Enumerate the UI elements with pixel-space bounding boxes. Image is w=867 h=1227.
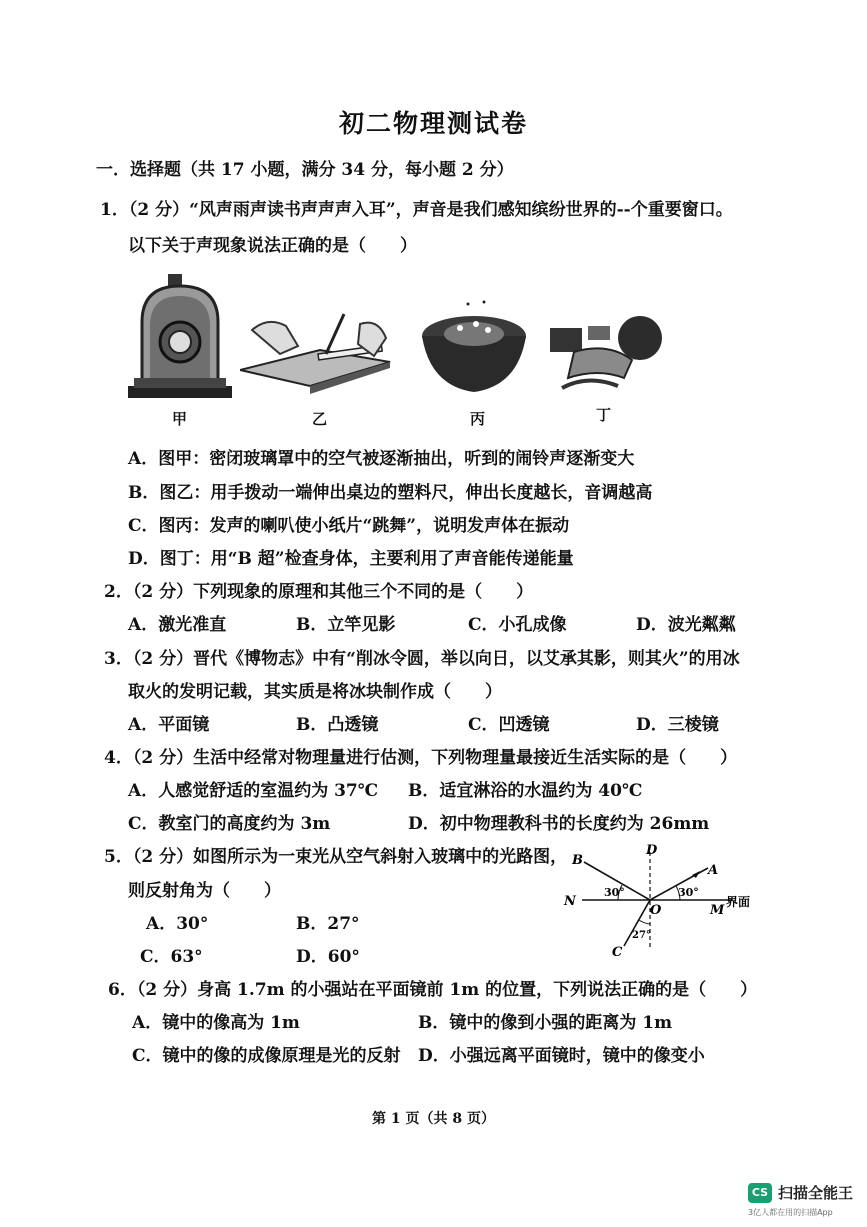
q2-option-a: A．激光准直 <box>128 615 227 635</box>
angle-right: 30° <box>678 886 699 899</box>
q3-option-d: D．三棱镜 <box>636 715 719 735</box>
q3-option-b: B．凸透镜 <box>296 715 379 735</box>
q2-option-d: D．波光粼粼 <box>636 615 736 635</box>
q1-option-c: C．图丙：发声的喇叭使小纸片“跳舞”，说明发声体在振动 <box>128 516 570 536</box>
q1-option-d: D．图丁：用“B 超”检查身体，主要利用了声音能传递能量 <box>128 549 574 569</box>
question-3-line2: 取火的发明记载，其实质是将冰块制作成（ ） <box>128 682 502 702</box>
label-a: A <box>708 863 719 878</box>
section-heading: 一．选择题（共 17 小题，满分 34 分，每小题 2 分） <box>96 160 514 180</box>
label-b: B <box>572 853 583 868</box>
q5-option-d: D．60° <box>296 947 360 967</box>
question-1-line1: 1．（2 分）“风声雨声读书声声声入耳”，声音是我们感知缤纷世界的--个重要窗口。 <box>100 200 733 220</box>
q6-option-b: B．镜中的像到小强的距离为 1m <box>418 1013 673 1033</box>
label-m: M <box>710 903 725 918</box>
question-2-stem: 2．（2 分）下列现象的原理和其他三个不同的是（ ） <box>104 582 534 602</box>
label-d: D <box>646 843 658 858</box>
q6-option-a: A．镜中的像高为 1m <box>132 1013 300 1033</box>
question-4-stem: 4．（2 分）生活中经常对物理量进行估测，下列物理量最接近生活实际的是（ ） <box>104 748 738 768</box>
light-path-diagram <box>556 842 788 960</box>
scanner-tagline: 3亿人都在用的扫描App <box>748 1208 833 1217</box>
q1-option-b: B．图乙：用手拨动一端伸出桌边的塑料尺，伸出长度越长，音调越高 <box>128 483 653 503</box>
q2-option-b: B．立竿见影 <box>296 615 396 635</box>
question-1-line2: 以下关于声现象说法正确的是（ ） <box>128 236 417 256</box>
caption-ding: 丁 <box>596 406 612 424</box>
scanner-logo-icon: CS <box>748 1183 772 1203</box>
speaker-figure <box>420 298 528 398</box>
ultrasound-figure <box>548 308 664 398</box>
scanner-watermark <box>748 1180 858 1220</box>
q5-option-a: A．30° <box>146 914 209 934</box>
caption-jia: 甲 <box>172 410 188 428</box>
question-3-line1: 3．（2 分）晋代《博物志》中有“削冰令圆，举以向日，以艾承其影，则其火”的用冰 <box>104 649 740 669</box>
q4-option-b: B．适宜淋浴的水温约为 40℃ <box>408 781 643 801</box>
label-n: N <box>564 894 576 909</box>
q3-option-c: C．凹透镜 <box>468 715 550 735</box>
q4-option-c: C．教室门的高度约为 3m <box>128 814 331 834</box>
scanner-app-name: 扫描全能王 <box>778 1184 854 1202</box>
page-title: 初二物理测试卷 <box>338 109 528 138</box>
question-5-line2: 则反射角为（ ） <box>128 881 281 901</box>
page-footer: 第 1 页（共 8 页） <box>372 1111 495 1127</box>
q4-option-d: D．初中物理教科书的长度约为 26mm <box>408 814 710 834</box>
q4-option-a: A．人感觉舒适的室温约为 37℃ <box>128 781 379 801</box>
question-6-stem: 6．（2 分）身高 1.7m 的小强站在平面镜前 1m 的位置，下列说法正确的是（ ） <box>108 980 758 1000</box>
ruler-figure <box>240 310 394 402</box>
bell-jar-figure <box>124 272 236 404</box>
label-c: C <box>612 945 623 960</box>
q5-option-b: B．27° <box>296 914 360 934</box>
q2-option-c: C．小孔成像 <box>468 615 567 635</box>
q6-option-d: D．小强远离平面镜时，镜中的像变小 <box>418 1046 705 1066</box>
label-o: O <box>650 903 662 918</box>
angle-left: 30° <box>604 886 625 899</box>
label-interface: 界面 <box>726 895 751 909</box>
q5-option-c: C．63° <box>140 947 203 967</box>
caption-bing: 丙 <box>470 410 486 428</box>
caption-yi: 乙 <box>312 410 328 428</box>
question-5-line1: 5．（2 分）如图所示为一束光从空气斜射入玻璃中的光路图， <box>104 847 568 867</box>
q1-option-a: A．图甲：密闭玻璃罩中的空气被逐渐抽出，听到的闹铃声逐渐变大 <box>128 449 635 469</box>
q6-option-c: C．镜中的像的成像原理是光的反射 <box>132 1046 401 1066</box>
q3-option-a: A．平面镜 <box>128 715 210 735</box>
angle-bottom: 27° <box>632 930 651 941</box>
